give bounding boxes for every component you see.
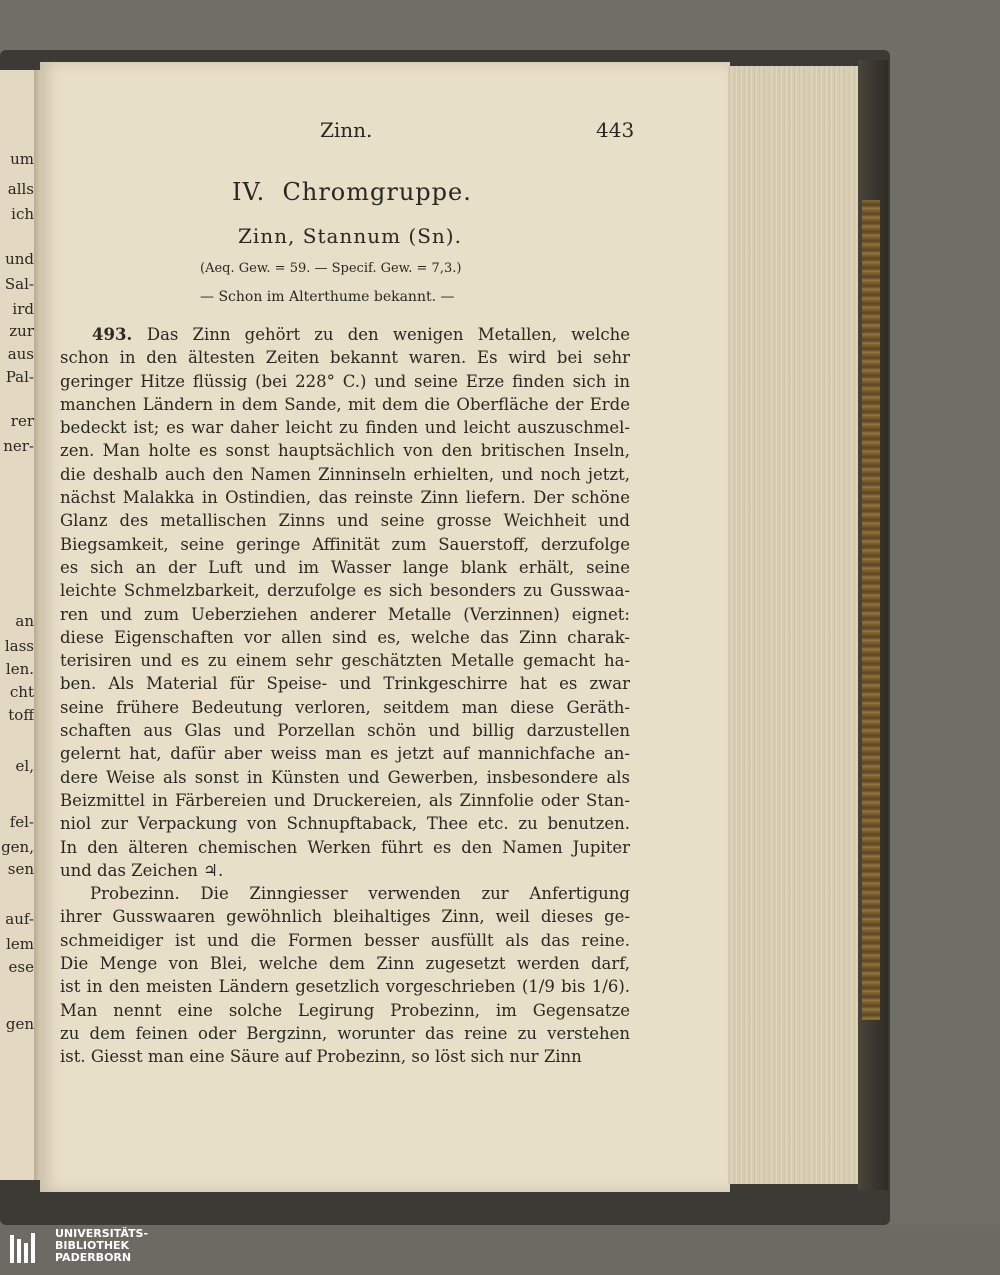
body-line bbox=[60, 719, 630, 742]
body-line bbox=[60, 509, 630, 532]
body-line-text: schaften aus Glas und Porzellan schön und billig darzustellen bbox=[60, 721, 630, 741]
logo-line-3: PADERBORN bbox=[55, 1251, 132, 1264]
body-line bbox=[60, 463, 630, 486]
page-number: 443 bbox=[596, 118, 635, 142]
body-line-text: es sich an der Luft und im Wasser lange blank erhält, seine bbox=[60, 557, 630, 577]
body-line-text: zen. Man holte es sonst hauptsächlich von den britischen Inseln, bbox=[60, 441, 630, 461]
body-line-text: diese Eigenschaften vor allen sind es, welche das Zinn charak- bbox=[60, 627, 630, 647]
body-line bbox=[60, 486, 630, 509]
spine-ornament bbox=[862, 200, 880, 1020]
body-line-text: bedeckt ist; es war daher leicht zu finden und leicht auszuschmel- bbox=[60, 418, 630, 438]
library-logo-icon bbox=[8, 1229, 48, 1269]
body-line bbox=[60, 859, 630, 882]
body-line-text: schmeidiger ist und die Formen besser ausfüllt als das reine. bbox=[60, 930, 630, 950]
body-line bbox=[60, 393, 630, 416]
body-line bbox=[60, 1045, 630, 1068]
prev-page-fragment: zur bbox=[9, 322, 34, 340]
body-line-text: ben. Als Material für Speise- und Trinkgeschirre hat es zwar bbox=[60, 674, 630, 694]
footer-bar bbox=[0, 1225, 1000, 1275]
body-line-text: ren und zum Ueberziehen anderer Metalle (Verzinnen) eignet: bbox=[60, 604, 630, 624]
body-line-text: Das Zinn gehört zu den wenigen Metallen, welche bbox=[146, 325, 630, 344]
body-line bbox=[60, 789, 630, 812]
element-metadata: (Aeq. Gew. = 59. — Specif. Gew. = 7,3.) bbox=[200, 261, 462, 276]
element-title: Zinn, Stannum (Sn). bbox=[238, 224, 462, 248]
body-line bbox=[60, 370, 630, 393]
prev-page-fragment: alls bbox=[7, 180, 34, 198]
prev-page-fragment: fel- bbox=[9, 813, 34, 831]
library-logo-text bbox=[55, 1228, 148, 1264]
body-line-text: Biegsamkeit, seine geringe Affinität zum Sauerstoff, derzufolge bbox=[60, 534, 630, 554]
prev-page-fragment: toff bbox=[8, 706, 34, 724]
body-line bbox=[60, 696, 630, 719]
historical-note: — Schon im Alterthume bekannt. — bbox=[200, 289, 455, 305]
prev-page-fragment: lass bbox=[4, 637, 34, 655]
body-line-text: manchen Ländern in dem Sande, mit dem die Oberfläche der Erde bbox=[60, 394, 630, 414]
body-line bbox=[60, 346, 630, 369]
prev-page-fragment: ese bbox=[8, 958, 34, 976]
body-line-text: ihrer Gusswaaren gewöhnlich bleihaltiges Zinn, weil dieses ge- bbox=[60, 907, 630, 927]
prev-page-fragment: Sal- bbox=[4, 275, 34, 293]
body-line bbox=[60, 439, 630, 462]
prev-page-fragment: ird bbox=[12, 300, 34, 318]
body-line-text: niol zur Verpackung von Schnupftaback, Thee etc. zu benutzen. bbox=[60, 814, 630, 834]
body-line-text: Probezinn. Die Zinngiesser verwenden zur Anfertigung bbox=[90, 884, 630, 904]
body-line bbox=[60, 742, 630, 765]
body-line-text: ist in den meisten Ländern gesetzlich vorgeschrieben (1/9 bis 1/6). bbox=[60, 977, 630, 997]
prev-page-fragment: el, bbox=[15, 757, 34, 775]
prev-page-fragment: Pal- bbox=[5, 368, 34, 386]
prev-page-fragment: sen bbox=[7, 860, 34, 878]
page-edges bbox=[728, 66, 858, 1184]
prev-page-fragment: ich bbox=[11, 205, 34, 223]
body-line-text: die deshalb auch den Namen Zinninseln erhielten, und noch jetzt, bbox=[60, 464, 630, 484]
prev-page-fragment: an bbox=[15, 612, 34, 630]
body-line bbox=[60, 766, 630, 789]
paragraph-number: 493. bbox=[92, 325, 147, 344]
body-line-text: und das Zeichen ♃. bbox=[60, 860, 224, 880]
body-line bbox=[60, 626, 630, 649]
body-line bbox=[60, 603, 630, 626]
body-line bbox=[60, 836, 630, 859]
prev-page-fragment: gen, bbox=[1, 838, 34, 856]
prev-page-fragment: cht bbox=[9, 683, 34, 701]
body-line-text: geringer Hitze flüssig (bei 228° C.) und seine Erze finden sich in bbox=[60, 371, 630, 391]
body-line-text: Beizmittel in Färbereien und Druckereien, als Zinnfolie oder Stan- bbox=[60, 790, 630, 810]
body-line bbox=[60, 556, 630, 579]
body-text bbox=[60, 323, 630, 1069]
body-line-text: nächst Malakka in Ostindien, das reinste Zinn liefern. Der schöne bbox=[60, 488, 630, 508]
body-line-text: dere Weise als sonst in Künsten und Gewerben, insbesondere als bbox=[60, 767, 630, 787]
body-line bbox=[60, 649, 630, 672]
body-line-text: schon in den ältesten Zeiten bekannt waren. Es wird bei sehr bbox=[60, 348, 630, 368]
running-head: Zinn. bbox=[320, 118, 373, 142]
body-line bbox=[60, 812, 630, 835]
prev-page-fragment: lem bbox=[6, 935, 34, 953]
body-line-text: terisiren und es zu einem sehr geschätzten Metalle gemacht ha- bbox=[60, 651, 630, 671]
body-line bbox=[60, 929, 630, 952]
body-line bbox=[60, 579, 630, 602]
prev-page-fragment: auf- bbox=[5, 910, 34, 928]
prev-page-fragment: ner- bbox=[3, 437, 34, 455]
logo-line-2: BIBLIOTHEK bbox=[55, 1239, 130, 1252]
body-line-text: Man nennt eine solche Legirung Probezinn, im Gegensatze bbox=[60, 1000, 630, 1020]
chapter-title: IV. Chromgruppe. bbox=[232, 178, 472, 206]
body-line bbox=[60, 999, 630, 1022]
body-line bbox=[60, 975, 630, 998]
body-line-text: leichte Schmelzbarkeit, derzufolge es sich besonders zu Gusswaa- bbox=[60, 581, 630, 601]
body-line bbox=[60, 952, 630, 975]
body-line-text: Glanz des metallischen Zinns und seine grosse Weichheit und bbox=[60, 511, 630, 531]
logo-line-1: UNIVERSITÄTS- bbox=[55, 1227, 149, 1240]
prev-page-fragment: gen bbox=[5, 1015, 34, 1033]
prev-page-fragment: rer bbox=[10, 412, 34, 430]
body-line-text: gelernt hat, dafür aber weiss man es jetzt auf mannichfache an- bbox=[60, 744, 630, 764]
body-line bbox=[60, 672, 630, 695]
body-line bbox=[60, 1022, 630, 1045]
body-line bbox=[60, 533, 630, 556]
prev-page-fragment: und bbox=[5, 250, 34, 268]
body-line bbox=[60, 905, 630, 928]
prev-page-fragment: len. bbox=[5, 660, 34, 678]
body-line bbox=[60, 416, 630, 439]
prev-page-fragment: aus bbox=[7, 345, 34, 363]
body-line bbox=[60, 882, 630, 905]
body-line bbox=[60, 323, 630, 346]
previous-page-edge bbox=[0, 70, 38, 1180]
body-line-text: zu dem feinen oder Bergzinn, worunter das reine zu verstehen bbox=[60, 1023, 630, 1043]
body-line-text: In den älteren chemischen Werken führt es den Namen Jupiter bbox=[60, 837, 630, 857]
prev-page-fragment: um bbox=[10, 150, 34, 168]
body-line-text: seine frühere Bedeutung verloren, seitdem man diese Geräth- bbox=[60, 697, 630, 717]
body-line-text: Die Menge von Blei, welche dem Zinn zugesetzt werden darf, bbox=[60, 954, 630, 974]
body-line-text: ist. Giesst man eine Säure auf Probezinn, so löst sich nur Zinn bbox=[60, 1047, 582, 1067]
